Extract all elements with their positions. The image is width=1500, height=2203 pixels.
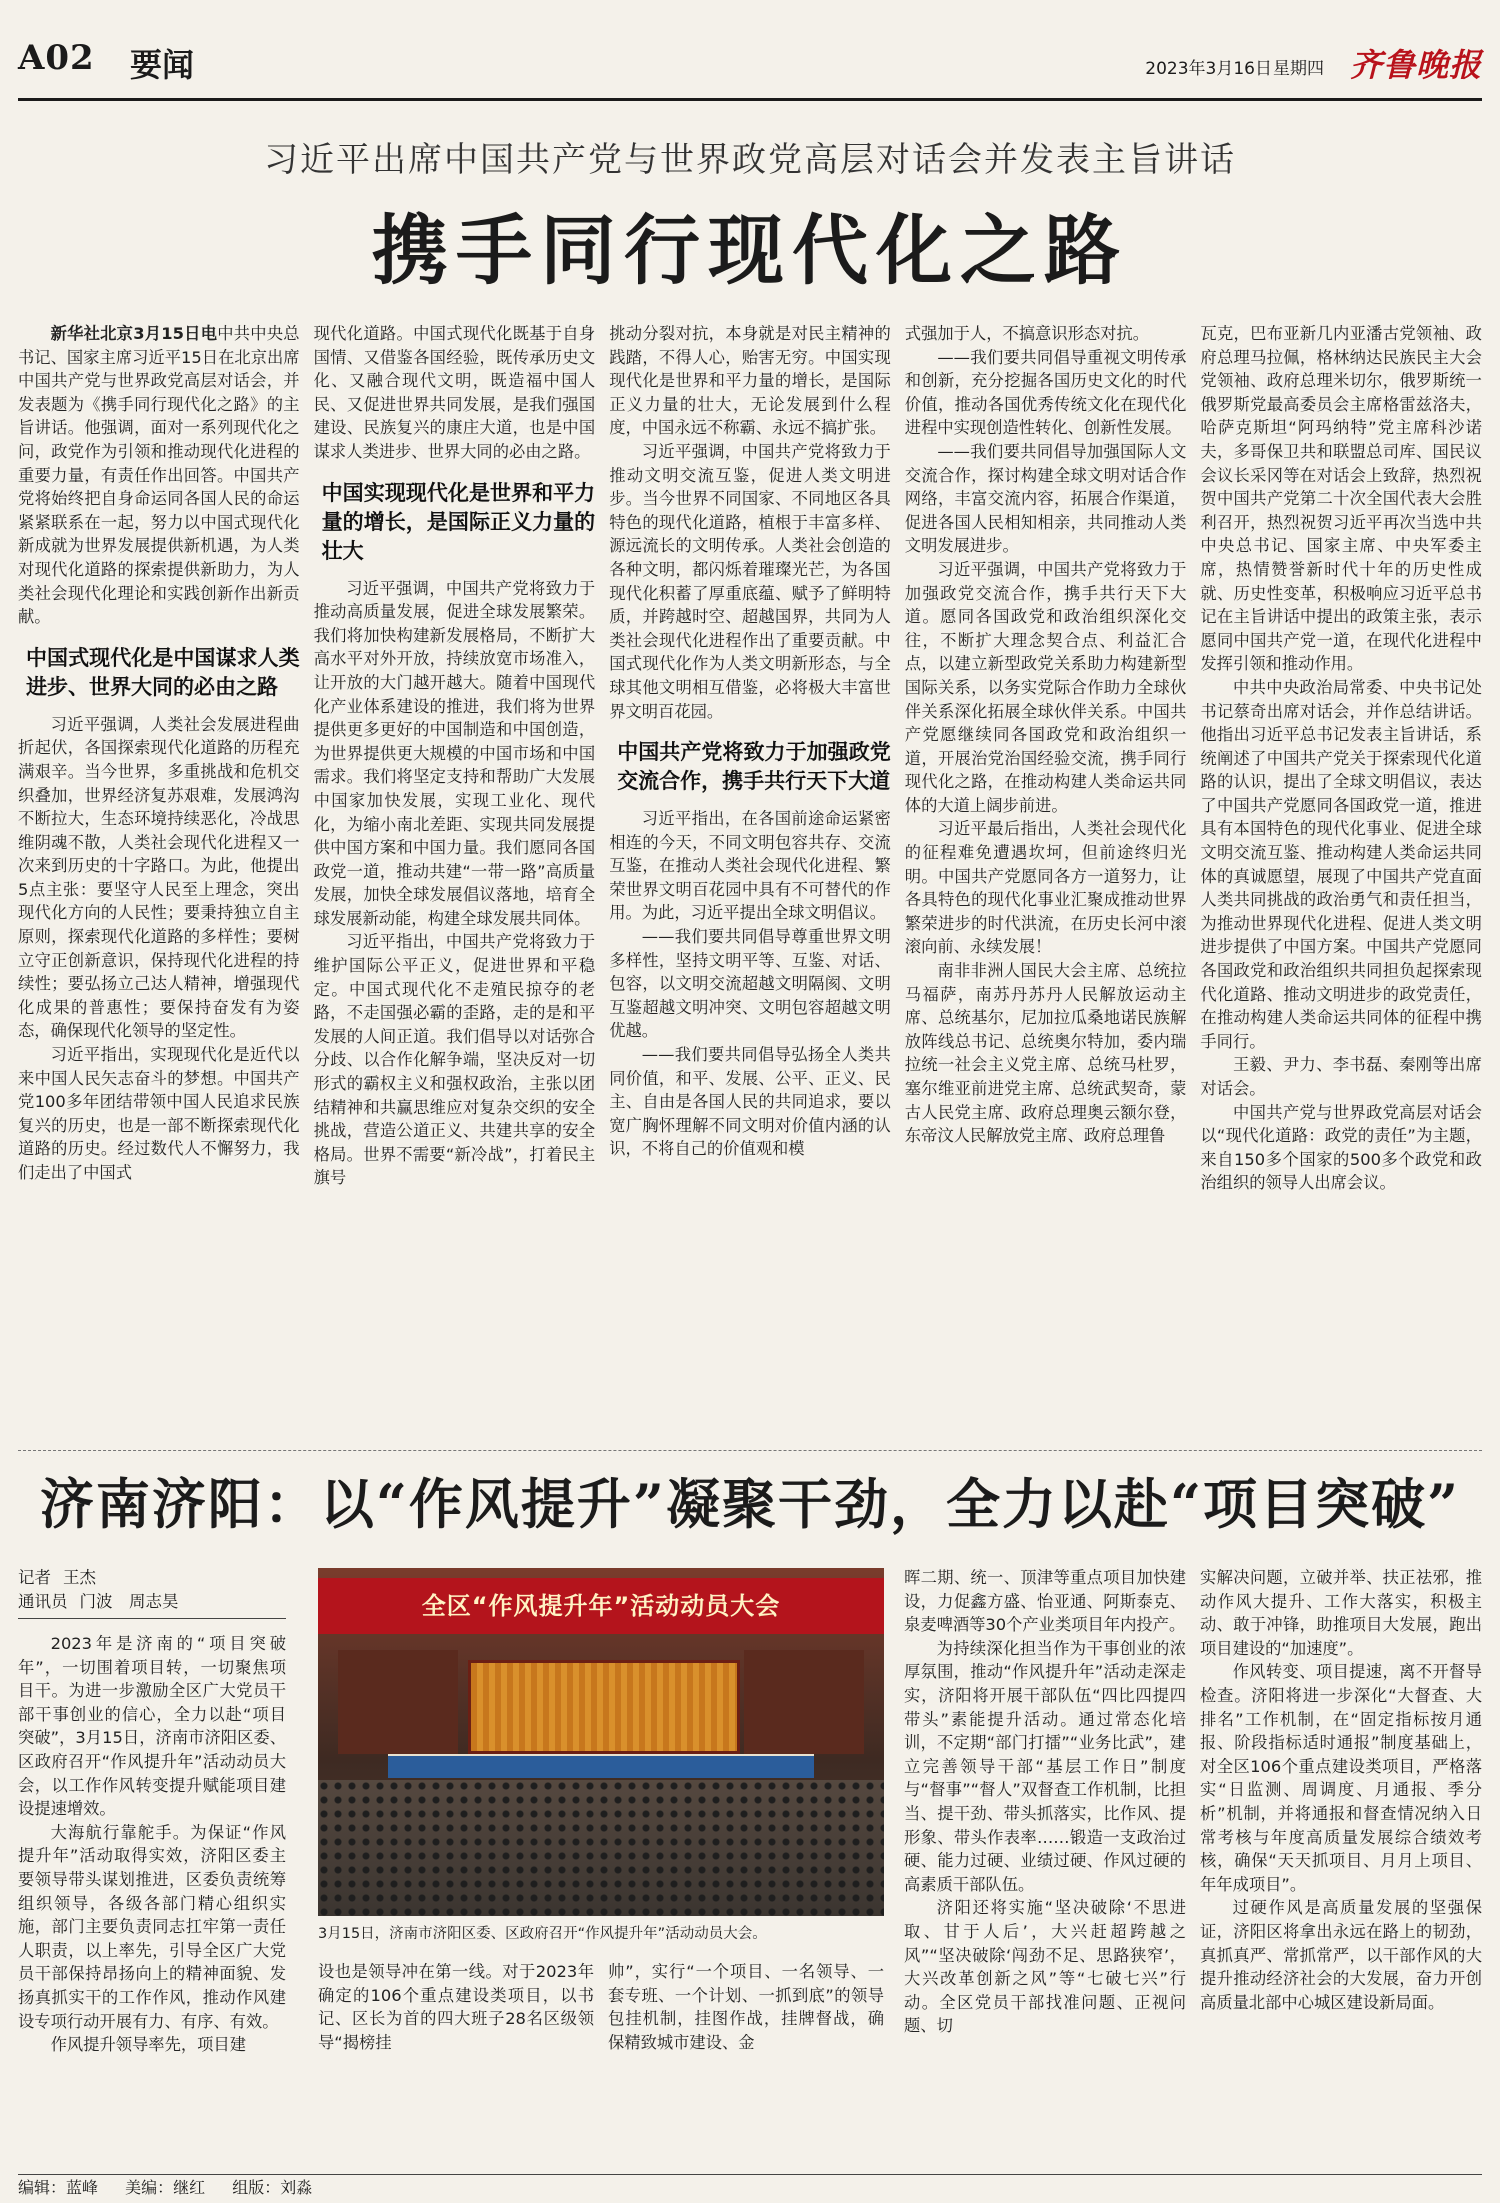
article2-headline: 济南济阳：以“作风提升”凝聚干劲，全力以赴“项目突破” xyxy=(39,1472,1461,1536)
correspondent-names: 门波 周志昊 xyxy=(79,1592,179,1611)
reporter-name: 王杰 xyxy=(63,1568,96,1587)
paragraph: ——我们要共同倡导尊重世界文明多样性，坚持文明平等、互鉴、对话、包容，以文明交流超越文明隔阂、文明互鉴超越文明冲突、文明包容超越文明优越。 xyxy=(609,927,891,1041)
paragraph: 济阳还将实施“坚决破除‘不思进取、甘于人后’，大兴赶超跨越之风”“坚决破除‘闯劲不足、思路狭窄’，大兴改革创新之风”等“七破七兴”行动。全区党员干部找准问题、正视问题、切 xyxy=(904,1898,1186,2036)
article2-under-photo xyxy=(318,1960,884,2172)
stage-wall-left xyxy=(338,1650,458,1754)
article1-body xyxy=(18,322,1482,1434)
article1-column-2 xyxy=(314,322,596,1434)
news-photo-block xyxy=(318,1568,884,1948)
paragraph: 2023年是济南的“项目突破年”，一切围着项目转，一切聚焦项目干。为进一步激励全区广大党员干部干事创业的信心，全力以赴“项目突破”，3月15日，济南市济阳区委、区政府召开“作风提升年”活动动员大会，以工作作风转变提升赋能项目建设提速增效。 xyxy=(18,1634,286,1819)
reporter-line xyxy=(18,1566,286,1590)
paragraph: 过硬作风是高质量发展的坚强保证，济阳区将拿出永远在路上的韧劲，真抓真严、常抓常严，以干部作风的大提升推动经济社会的大发展，奋力开创高质量北部中心城区建设新局面。 xyxy=(1200,1898,1482,2012)
paragraph: ——我们要共同倡导加强国际人文交流合作，探讨构建全球文明对话合作网络，丰富交流内容，拓展合作渠道，促进各国人民相知相亲，共同推动人类文明发展进步。 xyxy=(904,441,1187,556)
article-divider xyxy=(18,1450,1482,1451)
paragraph-text: 中共中央总书记、国家主席习近平15日在北京出席中国共产党与世界政党高层对话会，并发表题为《携手同行现代化之路》的主旨讲话。他强调，面对一系列现代化之问，政党作为引领和推动现代化进程的重要力量，有责任作出回答。中国共产党将始终把自身命运同各国人民的命运紧紧联系在一起，努力以中国式现代化新成就为世界发展提供新机遇，为人类对现代化道路的探索提供新助力，为人类社会现代化理论和实践创新作出新贡献。 xyxy=(18,324,300,627)
paragraph: 帅”，实行“一个项目、一名领导、一套专班、一个计划、一抓到底”的领导包挂机制，挂图作战，挂牌督战，确保精致城市建设、金 xyxy=(608,1962,884,2052)
paragraph: 晖二期、统一、顶津等重点项目加快建设，力促鑫方盛、怡亚通、阿斯泰克、泉麦啤酒等30个产业类项目年内投产。 xyxy=(904,1568,1186,1635)
conference-banner: 全区“作风提升年”活动动员大会 xyxy=(318,1578,884,1634)
article2-column-1 xyxy=(18,1632,286,2172)
article1-subhead-3: 中国共产党将致力于加强政党交流合作，携手共行天下大道 xyxy=(617,739,891,794)
stage-curtain xyxy=(468,1660,740,1754)
paragraph: 南非非洲人国民大会主席、总统拉马福萨，南苏丹苏丹人民解放运动主席、总统基尔，尼加拉瓜桑地诺民族解放阵线总书记、总统奥尔特加，委内瑞拉统一社会主义党主席、总统马杜罗，塞尔维亚前进党主席、总统武契奇，蒙古人民党主席、政府总理奥云额尔登，东帝汶人民解放党主席、政府总理鲁 xyxy=(904,961,1187,1146)
page-number: A02 xyxy=(18,38,95,78)
paragraph: 王毅、尹力、李书磊、秦刚等出席对话会。 xyxy=(1200,1055,1482,1098)
article1-lead-paragraph xyxy=(18,322,300,629)
paragraph: 大海航行靠舵手。为保证“作风提升年”活动取得实效，济阳区委主要领导带头谋划推进，区委负责统筹组织领导，各级各部门精心组织实施，部门主要负责同志扛牢第一责任人职责，以上率先，引导全区广大党员干部保持昂扬向上的精神面貌、发扬真抓实干的工作作风，推动作风建设专项行动开展有力、有序、有效。 xyxy=(18,1822,286,2031)
paragraph: 习近平指出，中国共产党将致力于维护国际公平正义，促进世界和平稳定。中国式现代化不走殖民掠夺的老路，不走国强必霸的歪路，走的是和平发展的人间正道。我们倡导以对话弥合分歧、以合作化解争端，坚决反对一切形式的霸权主义和强权政治，主张以团结精神和共赢思维应对复杂交织的安全挑战，营造公道正义、共建共享的安全格局。世界不需要“新冷战”，打着民主旗号 xyxy=(313,932,596,1188)
reporter-role: 记者 xyxy=(18,1568,51,1587)
article1-column-4 xyxy=(905,322,1187,1434)
paragraph: 瓦克，巴布亚新几内亚潘古党领袖、政府总理马拉佩，格林纳达民族民主大会党领袖、政府总理米切尔，俄罗斯统一俄罗斯党最高委员会主席格雷兹洛夫，哈萨克斯坦“阿玛纳特”党主席科沙诺夫，多哥保卫共和联盟总司库、国民议会议长采冈等在对话会上致辞，热烈祝贺中国共产党第二十次全国代表大会胜利召开，热烈祝贺习近平再次当选中共中央总书记、国家主席、中央军委主席，热情赞誉新时代十年的历史性成就、历史性变革，积极响应习近平总书记在主旨讲话中提出的政策主张，表示愿同中国共产党一道，在现代化进程中发挥引领和推动作用。 xyxy=(1200,324,1482,674)
layout-credit: 组版：刘淼 xyxy=(232,2178,313,2197)
article1-subhead-1: 中国式现代化是中国谋求人类进步、世界大同的必由之路 xyxy=(26,644,300,699)
article2-column-5 xyxy=(1200,1566,1482,2172)
paragraph: 为持续深化担当作为干事创业的浓厚氛围，推动“作风提升年”活动走深走实，济阳将开展干部队伍“四比四提四带头”素能提升活动。通过常态化培训，不定期“部门打擂”“业务比武”，建立完善领导干部“基层工作日”制度与“督事”“督人”双督查工作机制，比担当、提干劲、带头抓落实，比作风、提形象、带头作表率……锻造一支政治过硬、能力过硬、业绩过硬、作风过硬的高素质干部队伍。 xyxy=(904,1638,1186,1894)
correspondent-line xyxy=(18,1590,286,1614)
paragraph: 习近平强调，中国共产党将致力于加强政党交流合作，携手共行天下大道。愿同各国政党和政治组织深化交往，不断扩大理念契合点、利益汇合点，以建立新型政党关系助力构建新型国际关系，以务实党际合作助力全球伙伴关系深化拓展全球伙伴关系。中国共产党愿继续同各国政党和政治组织一道，开展治党治国经验交流，携手同行现代化之路，在推动构建人类命运共同体的大道上阔步前进。 xyxy=(904,559,1187,815)
paragraph: 实解决问题，立破并举、扶正祛邪，推动作风大提升、工作大落实，积极主动、敢于冲锋，助推项目大发展，跑出项目建设的“加速度”。 xyxy=(1200,1568,1482,1658)
paragraph: 作风转变、项目提速，离不开督导检查。济阳将进一步深化“大督查、大排名”工作机制，在“固定指标按月通报、阶段指标适时通报”制度基础上，对全区106个重点建设类项目，严格落实“日监测、周调度、月通报、季分析”机制，并将通报和督查情况纳入日常考核与年度高质量发展综合绩效考核，确保“天天抓项目、月月上项目、年年成项目”。 xyxy=(1200,1662,1482,1894)
audience-seats xyxy=(318,1780,884,1916)
conference-photo xyxy=(318,1568,884,1916)
stage-wall-right xyxy=(744,1650,864,1754)
issue-weekday: 星期四 xyxy=(1273,59,1324,79)
paragraph: 挑动分裂对抗，本身就是对民主精神的践踏，不得人心，贻害无穷。中国实现现代化是世界和平力量的增长，是国际正义力量的壮大，无论发展到什么程度，中国永远不称霸、永远不搞扩张。 xyxy=(609,324,891,438)
section-name: 要闻 xyxy=(130,46,195,84)
issue-date: 2023年3月16日 xyxy=(1145,59,1272,79)
article1-headline: 携手同行现代化之路 xyxy=(372,206,1128,295)
paragraph: 习近平强调，中国共产党将致力于推动文明交流互鉴，促进人类文明进步。当今世界不同国家、不同地区各具特色的现代化道路，植根于丰富多样、源远流长的文明传承。人类社会创造的各种文明，都闪烁着璀璨光芒，为各国现代化积蓄了厚重底蕴、赋予了鲜明特质，并跨越时空、超越国界，共同为人类社会现代化进程作出了重要贡献。中国式现代化作为人类文明新形态，与全球其他文明相互借鉴，必将极大丰富世界文明百花园。 xyxy=(609,441,891,721)
correspondent-role: 通讯员 xyxy=(18,1592,68,1611)
paragraph: 作风提升领导率先，项目建 xyxy=(50,2035,246,2055)
article1-subhead-2: 中国实现现代化是世界和平力量的增长，是国际正义力量的壮大 xyxy=(321,479,596,563)
paragraph: 习近平强调，人类社会发展进程曲折起伏，各国探索现代化道路的历程充满艰辛。当今世界，多重挑战和危机交织叠加，世界经济复苏艰难，发展鸿沟不断拉大，生态环境持续恶化，冷战思维阴魂不散，人类社会现代化进程又一次来到历史的十字路口。为此，他提出5点主张：要坚守人民至上理念，突出现代化方向的人民性；要秉持独立自主原则，探索现代化道路的多样性；要树立守正创新意识，保持现代化进程的持续性；要弘扬立己达人精神，增强现代化成果的普惠性；要保持奋发有为姿态，确保现代化领导的坚定性。 xyxy=(18,714,300,1041)
paragraph: ——我们要共同倡导重视文明传承和创新，充分挖掘各国历史文化的时代价值，推动各国优秀传统文化在现代化进程中实现创造性转化、创新性发展。 xyxy=(904,347,1187,438)
paragraph: 习近平强调，中国共产党将致力于推动高质量发展，促进全球发展繁荣。我们将加快构建新发展格局，不断扩大高水平对外开放，持续放宽市场准入，让开放的大门越开越大。随着中国现代化产业体系建设的推进，我们将为世界提供更多更好的中国制造和中国创造，为世界提供更大规模的中国市场和中国需求。我们将坚定支持和帮助广大发展中国家加快发展，实现工业化、现代化，为缩小南北差距、实现共同发展提供中国方案和中国力量。我们愿同各国政党一道，推动共建“一带一路”高质量发展，加快全球发展倡议落地，培育全球发展新动能，构建全球发展共同体。 xyxy=(313,578,596,928)
article1-kicker: 习近平出席中国共产党与世界政党高层对话会并发表主旨讲话 xyxy=(264,140,1236,180)
rostrum-table xyxy=(388,1754,814,1778)
paragraph: 现代化道路。中国式现代化既基于自身国情、又借鉴各国经验，既传承历史文化、又融合现代文明，既造福中国人民、又促进世界共同发展，是我们强国建设、民族复兴的康庄大道，也是中国谋求人类进步、世界大同的必由之路。 xyxy=(313,324,596,461)
page-footer xyxy=(18,2174,1482,2203)
article1-column-1 xyxy=(18,322,300,1434)
article2-column-2 xyxy=(318,1960,594,2172)
paragraph: 中共中央政治局常委、中央书记处书记蔡奇出席对话会，并作总结讲话。他指出习近平总书记发表主旨讲话，系统阐述了中国共产党关于探索现代化道路的认识，提出了全球文明倡议，表达了中国共产党愿同各国政党一道，推进具有本国特色的现代化事业、促进全球文明交流互鉴、推动构建人类命运共同体的真诚愿望，展现了中国共产党直面人类共同挑战的政治勇气和责任担当，为推动世界现代化进程、促进人类文明进步提供了中国方案。中国共产党愿同各国政党和政治组织共同担负起探索现代化道路、推动文明进步的政党责任，在推动构建人类命运共同体的征程中携手同行。 xyxy=(1200,677,1482,1051)
article1-dateline: 新华社北京3月15日电 xyxy=(50,324,218,343)
paragraph: ——我们要共同倡导弘扬全人类共同价值，和平、发展、公平、正义、民主、自由是各国人民的共同追求，要以宽广胸怀理解不同文明对价值内涵的认识，不将自己的价值观和模 xyxy=(609,1045,891,1159)
paragraph: 设也是领导冲在第一线。对于2023年确定的106个重点建设类项目，以书记、区长为首的四大班子28名区级领导“揭榜挂 xyxy=(318,1962,594,2052)
paragraph: 式强加于人，不搞意识形态对抗。 xyxy=(904,324,1150,343)
paper-logo: 齐鲁晚报 xyxy=(1349,46,1482,84)
paragraph: 习近平指出，实现现代化是近代以来中国人民矢志奋斗的梦想。中国共产党100多年团结带领中国人民追求民族复兴的历史，也是一部不断探索现代化道路的历史。经过数代人不懈努力，我们走出了中国式 xyxy=(18,1045,300,1182)
photo-caption: 3月15日，济南市济阳区委、区政府召开“作风提升年”活动动员大会。 xyxy=(318,1926,767,1942)
paragraph: 习近平指出，在各国前途命运紧密相连的今天，不同文明包容共存、交流互鉴，在推动人类社会现代化进程、繁荣世界文明百花园中具有不可替代的作用。为此，习近平提出全球文明倡议。 xyxy=(609,809,891,923)
article2-byline xyxy=(18,1566,286,1619)
paragraph: 习近平最后指出，人类社会现代化的征程难免遭遇坎坷，但前途终归光明。中国共产党愿同各方一道努力，让各具特色的现代化事业汇聚成推动世界繁荣进步的时代洪流，在历史长河中滚滚向前、永续发展！ xyxy=(904,819,1187,957)
masthead xyxy=(18,38,1482,101)
article2-column-4 xyxy=(904,1566,1186,2172)
article2-right-columns xyxy=(904,1566,1482,2172)
article2-column-3 xyxy=(608,1960,884,2172)
article1-column-3 xyxy=(609,322,891,1434)
designer-credit: 美编：继红 xyxy=(125,2178,206,2197)
paragraph: 中国共产党与世界政党高层对话会以“现代化道路：政党的责任”为主题，来自150多个国家的500多个政党和政治组织的领导人出席会议。 xyxy=(1200,1102,1482,1193)
article1-column-5 xyxy=(1200,322,1482,1434)
editor-credit: 编辑：蓝峰 xyxy=(18,2178,99,2197)
